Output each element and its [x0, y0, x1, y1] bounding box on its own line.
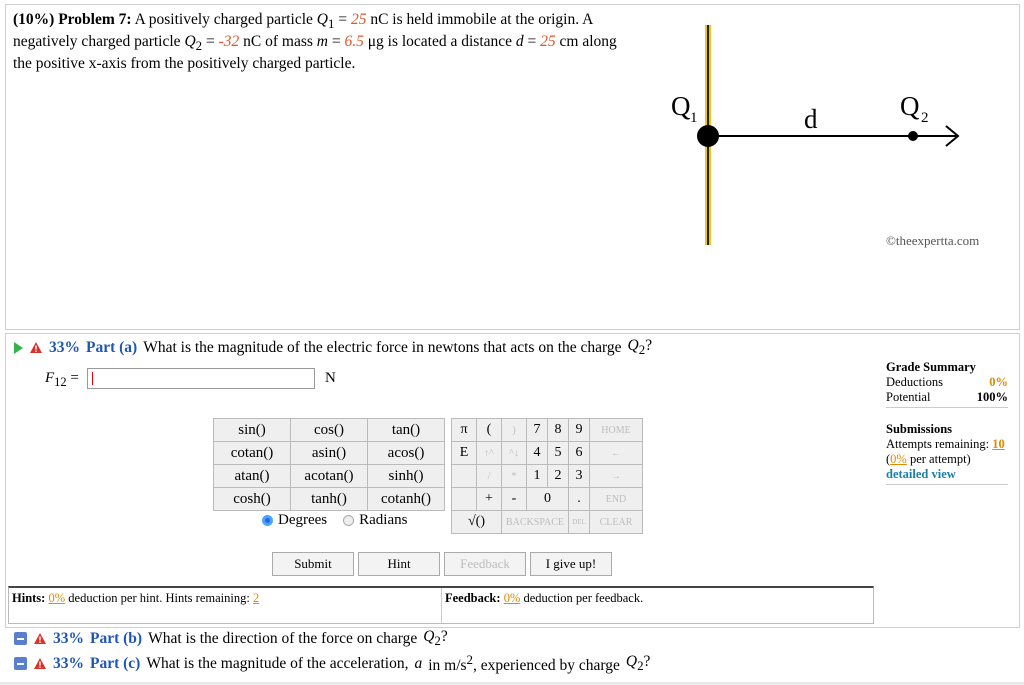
figure-q2-subscript: 2 — [921, 110, 929, 126]
key-divide[interactable]: / — [477, 465, 502, 488]
feedback-text: deduction per feedback. — [523, 591, 644, 605]
key-del[interactable]: DEL — [569, 511, 590, 534]
key-5[interactable]: 5 — [548, 442, 569, 465]
problem-text-4: the positive x-axis from the positively charged particle. — [13, 55, 356, 73]
degrees-label: Degrees — [278, 512, 328, 528]
hints-info — [12, 591, 259, 606]
fn-sinh-button[interactable]: sinh() — [368, 465, 445, 488]
radians-radio[interactable] — [343, 515, 354, 526]
warning-icon — [29, 341, 43, 354]
key-minus[interactable]: - — [502, 488, 527, 511]
warning-icon — [33, 632, 47, 645]
fn-acotan-button[interactable]: acotan() — [291, 465, 368, 488]
answer-input[interactable] — [87, 368, 315, 389]
q1-charge-dot — [697, 125, 719, 147]
q1-unit-text: nC is held immobile at the origin. A — [370, 11, 594, 28]
part-c-header[interactable] — [14, 652, 650, 675]
feedback-info — [445, 591, 643, 606]
per-attempt-row — [886, 452, 1008, 467]
answer-symbol: F — [45, 370, 55, 386]
angle-mode — [262, 512, 407, 529]
potential-value: 100% — [976, 390, 1008, 404]
part-a-q-subscript: 2 — [638, 342, 646, 358]
grade-summary-title: Grade Summary — [886, 360, 976, 374]
attempts-value: 10 — [992, 437, 1005, 451]
fn-acos-button[interactable]: acos() — [368, 442, 445, 465]
part-b-header[interactable] — [14, 628, 448, 649]
q2-subscript: 2 — [195, 38, 203, 54]
answer-label — [45, 370, 79, 390]
q2-value: -32 — [218, 33, 240, 51]
key-backspace[interactable]: BACKSPACE — [502, 511, 569, 534]
part-c-exponent: 2 — [466, 652, 473, 667]
feedback-button[interactable]: Feedback — [444, 552, 526, 576]
fn-tan-button[interactable]: tan() — [368, 419, 445, 442]
fn-cotan-button[interactable]: cotan() — [214, 442, 291, 465]
part-a-q-symbol: Q — [627, 337, 639, 354]
mass-unit-text: μg is located a distance — [367, 33, 513, 51]
key-clear[interactable]: CLEAR — [590, 511, 643, 534]
problem-text-1: A positively charged particle — [134, 11, 313, 28]
key-close-paren[interactable]: ) — [502, 419, 527, 442]
hints-text: deduction per hint. Hints remaining: — [68, 591, 250, 605]
part-a-name: Part (a) — [86, 338, 138, 356]
part-c-q-end: ? — [643, 653, 651, 671]
fn-atan-button[interactable]: atan() — [214, 465, 291, 488]
keypad — [451, 418, 643, 534]
key-pi[interactable]: π — [452, 419, 477, 442]
watermark: ©theexpertta.com — [886, 233, 980, 248]
q1-value: 25 — [350, 11, 367, 28]
q1-symbol: Q — [316, 11, 328, 28]
deductions-row — [886, 375, 1008, 390]
part-a-q-end: ? — [645, 337, 653, 354]
part-b-q-subscript: 2 — [434, 633, 441, 649]
part-c-rest: , experienced by charge — [472, 657, 620, 675]
fn-sin-button[interactable]: sin() — [214, 419, 291, 442]
key-multiply[interactable]: * — [502, 465, 527, 488]
function-pad — [213, 418, 445, 511]
expand-arrow-icon[interactable] — [14, 342, 23, 354]
q2-equals: = — [205, 33, 215, 51]
fn-tanh-button[interactable]: tanh() — [291, 488, 368, 511]
give-up-button[interactable]: I give up! — [530, 552, 612, 576]
key-blank-1 — [452, 465, 477, 488]
part-b-q-symbol: Q — [423, 628, 435, 645]
figure-q2-label: Q — [900, 91, 920, 121]
q1-subscript: 1 — [327, 16, 335, 32]
answer-subscript: 12 — [54, 375, 67, 389]
potential-row — [886, 390, 1008, 405]
key-left-arrow[interactable]: ← — [590, 442, 643, 465]
fn-cotanh-button[interactable]: cotanh() — [368, 488, 445, 511]
key-end[interactable]: END — [590, 488, 643, 511]
distance-symbol: d — [515, 33, 524, 51]
fn-cosh-button[interactable]: cosh() — [214, 488, 291, 511]
part-c-unit-text: in m/s — [428, 657, 467, 675]
part-c-question: What is the magnitude of the acceleration, — [146, 654, 409, 672]
key-6[interactable]: 6 — [569, 442, 590, 465]
part-a-header[interactable] — [14, 337, 652, 358]
submissions-title: Submissions — [886, 422, 953, 436]
hints-label: Hints: — [12, 591, 46, 605]
problem-figure — [646, 25, 1024, 250]
part-c-name: Part (c) — [90, 654, 141, 672]
attempts-label: Attempts remaining: — [886, 437, 990, 451]
detailed-view-link[interactable]: detailed view — [886, 467, 956, 481]
q2-symbol: Q — [184, 33, 196, 51]
key-home[interactable]: HOME — [590, 419, 643, 442]
per-attempt-percent: 0% — [890, 452, 907, 466]
fn-asin-button[interactable]: asin() — [291, 442, 368, 465]
hints-feedback-bar — [8, 586, 874, 624]
potential-label: Potential — [886, 390, 931, 404]
key-4[interactable]: 4 — [527, 442, 548, 465]
key-sqrt[interactable]: √() — [452, 511, 502, 534]
part-a-percent: 33% — [49, 338, 80, 356]
figure-d-label: d — [804, 104, 818, 134]
q2-charge-dot — [908, 131, 918, 141]
key-blank-2 — [452, 488, 477, 511]
key-open-paren[interactable]: ( — [477, 419, 502, 442]
fn-cos-button[interactable]: cos() — [291, 419, 368, 442]
hints-divider — [441, 588, 442, 623]
key-9[interactable]: 9 — [569, 419, 590, 442]
part-c-q-symbol: Q — [625, 653, 638, 671]
key-plus[interactable]: + — [477, 488, 502, 511]
answer-unit: N — [325, 370, 336, 386]
part-b-percent: 33% — [53, 629, 84, 647]
hints-percent: 0% — [48, 591, 66, 605]
key-0[interactable]: 0 — [527, 488, 569, 511]
submit-button[interactable]: Submit — [272, 552, 354, 576]
key-1[interactable]: 1 — [527, 465, 548, 488]
problem-label: Problem 7: — [58, 11, 132, 28]
part-b-name: Part (b) — [90, 629, 143, 647]
radians-label: Radians — [359, 512, 408, 528]
distance-unit-text: cm along — [559, 33, 617, 51]
part-c-a-symbol: a — [414, 654, 423, 672]
problem-text-3: nC of mass — [243, 33, 313, 51]
key-2[interactable]: 2 — [548, 465, 569, 488]
input-cursor — [92, 372, 93, 385]
feedback-label: Feedback: — [445, 591, 501, 605]
problem-weight: (10%) — [13, 11, 55, 28]
distance-value: 25 — [540, 33, 556, 51]
mass-value: 6.5 — [344, 33, 364, 51]
q1-equals: = — [338, 11, 348, 28]
grade-summary — [886, 360, 1008, 485]
mass-equals: = — [331, 33, 341, 51]
hint-button[interactable]: Hint — [358, 552, 440, 576]
submissions-divider — [886, 484, 1008, 485]
collapse-icon[interactable] — [14, 657, 27, 670]
key-3[interactable]: 3 — [569, 465, 590, 488]
problem-panel — [5, 4, 1020, 330]
key-7[interactable]: 7 — [527, 419, 548, 442]
deductions-label: Deductions — [886, 375, 943, 389]
key-superscript[interactable]: ↑^ — [477, 442, 502, 465]
part-b-question: What is the direction of the force on charge — [148, 629, 418, 647]
problem-text-2: negatively charged particle — [13, 33, 181, 51]
distance-equals: = — [527, 33, 537, 51]
key-8[interactable]: 8 — [548, 419, 569, 442]
mass-symbol: m — [316, 33, 328, 51]
feedback-percent: 0% — [503, 591, 521, 605]
key-e[interactable]: E — [452, 442, 477, 465]
warning-icon — [33, 657, 47, 670]
per-attempt-open-paren: ( — [886, 452, 891, 466]
figure-q1-label: Q — [671, 91, 691, 121]
collapse-icon[interactable] — [14, 632, 27, 645]
answer-equals: = — [70, 370, 79, 386]
figure-q1-subscript: 1 — [690, 110, 698, 126]
problem-statement — [13, 11, 643, 73]
hints-remaining: 2 — [252, 591, 260, 605]
per-attempt-text: per attempt) — [909, 452, 971, 466]
degrees-radio[interactable] — [262, 515, 273, 526]
key-subscript[interactable]: ^↓ — [502, 442, 527, 465]
part-c-percent: 33% — [53, 654, 84, 672]
part-a-question: What is the magnitude of the electric force in newtons that acts on the charge — [143, 338, 622, 356]
key-decimal[interactable]: . — [569, 488, 590, 511]
deductions-value: 0% — [989, 375, 1008, 389]
part-b-q-end: ? — [440, 628, 448, 645]
part-c-q-subscript: 2 — [637, 658, 644, 674]
attempts-row — [886, 437, 1008, 452]
key-right-arrow[interactable]: → — [590, 465, 643, 488]
